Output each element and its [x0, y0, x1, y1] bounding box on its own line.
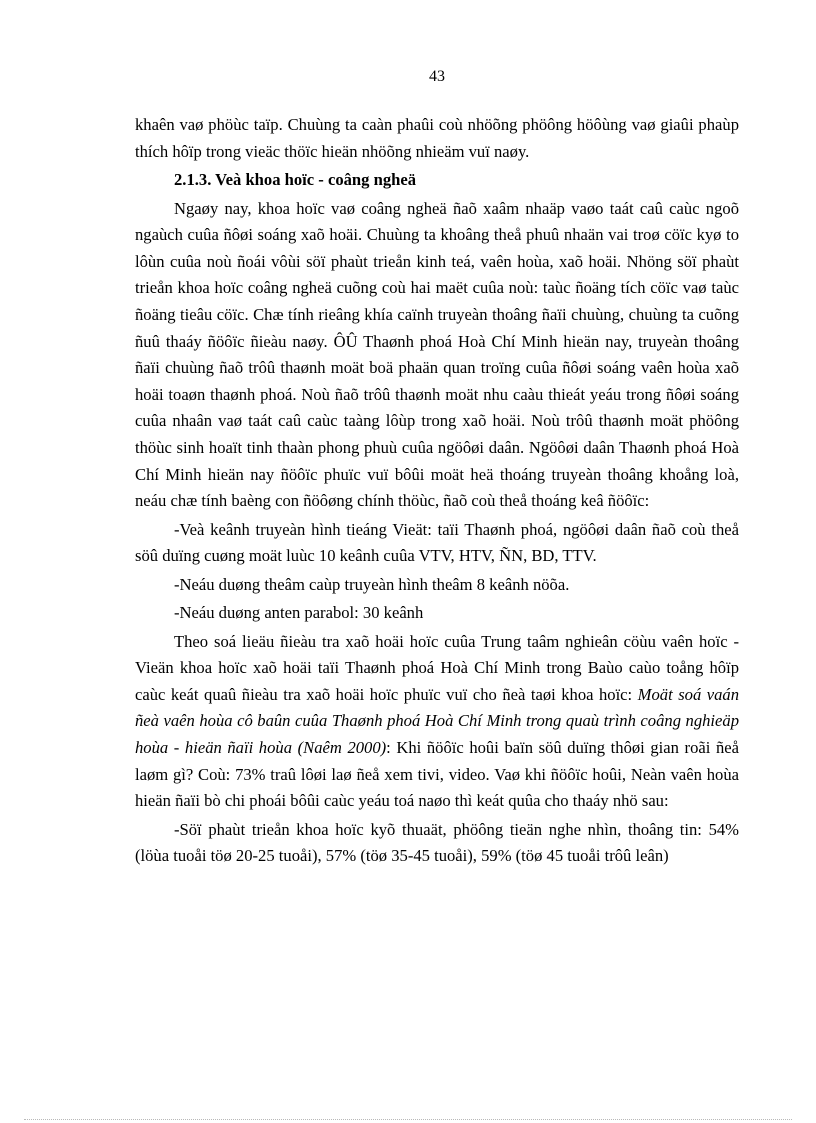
list-item-cable-tv: -Neáu duøng theâm caùp truyeàn hình theâm 8 keânh nöõa.	[174, 574, 570, 594]
survey-text-start: Theo soá lieäu ñieàu tra xaõ hoäi hoïc cuûa Trung taâm nghieân cöùu vaên hoïc -Vieän khoa hoïc xaõ hoäi taïi Thaønh phoá Hoà Chí Minh trong Baùo caùo toång hôïp caùc keát quaû ñieàu tra xaõ hoäi hoïc phuïc vuï cho ñeà taøi khoa hoïc:	[135, 631, 739, 704]
survey-text-end: : Khi ñöôïc hoûi baïn söû duïng thôøi gian roãi ñeå laøm gì? Coù: 73% traû lôøi laø ñeå xem tivi, video. Vaø khi ñöôïc hoûi, Neàn vaên hoùa hieän ñaïi bò chi phoái bôûi caùc yeáu toá naøo thì keát quûa cho thaáy nhö sau:	[135, 738, 739, 811]
list-item-tv-channels: -Veà keânh truyeàn hình tieáng Vieät: taïi Thaønh phoá, ngöôøi daân ñaõ coù theå söû duïng cuøng moät luùc 10 keânh cuûa VTV, HTV, ÑN, BD, TTV.	[135, 519, 739, 566]
paragraph-continuation: khaên vaø phöùc taïp. Chuùng ta caàn phaûi coù nhöõng phöông höôùng vaø giaûi phaùp thích hôïp trong vieäc thöïc hieän nhöõng nhieäm vuï naøy.	[135, 115, 739, 161]
paragraph-survey	[135, 629, 739, 815]
document-body	[135, 112, 739, 872]
section-heading: 2.1.3. Veà khoa hoïc - coâng ngheä	[174, 170, 417, 190]
list-item-survey-result: -Söï phaùt trieån khoa hoïc kyõ thuaät, phöông tieän nghe nhìn, thoâng tin: 54% (löùa tuoåi töø 20-25 tuoåi), 57% (töø 35-45 tuoåi), 59% (töø 45 tuoåi trôû leân)	[135, 819, 739, 866]
paragraph-science-technology: Ngaøy nay, khoa hoïc vaø coâng ngheä ñaõ xaâm nhaäp vaøo taát caû caùc ngoõ ngaùch cuûa ñôøi soáng xaõ hoäi. Chuùng ta khoâng theå phuû nhaän vai troø cöïc kyø to lôùn cuûa noù ñoái vôùi söï phaùt trieån kinh teá, vaên hoùa, xaõ hoäi. Nhöng söï phaùt trieån khoa hoïc coâng ngheä cuõng coù hai maët cuûa noù: taùc ñoäng tích cöïc vaø taùc ñoäng tieâu cöïc. Chæ tính rieâng khía caïnh truyeàn thoâng ñaïi chuùng, chuùng ta cuõng ñuû thaáy ñöôïc ñieàu naøy. ÔÛ Thaønh phoá Hoà Chí Minh hieän nay, truyeàn thoâng ñaïi chuùng ñaõ trôû thaønh moät boä phaän quan troïng cuûa ñôøi soáng vaên hoùa xaõ hoäi toaøn thaønh phoá. Noù ñaõ trôû thaønh moät nhu caàu thieát yeáu trong ñôøi soáng cuûa nhaân vaø taát caû caùc taàng lôùp trong xaõ hoäi. Noù trôû thaønh moät phöông thöùc sinh hoaït tinh thaàn phong phuù cuûa ngöôøi daân. Ngöôøi daân Thaønh phoá Hoà Chí Minh hieän nay ñöôïc phuïc vuï bôûi moät heä thoáng truyeàn thoâng khoång loà, neáu chæ tính baèng con ñöôøng chính thöùc, ñaõ coù theå thoáng keâ ñöôïc:	[135, 198, 739, 511]
page-bottom-rule	[24, 1119, 792, 1120]
survey-title-italic: Moät soá vaán ñeà vaên hoùa cô baûn cuûa Thaønh phoá Hoà Chí Minh trong quaù trình coâng nghieäp hoùa - hieän ñaïi hoùa (Naêm 2000)	[135, 684, 740, 757]
page-number: 43	[429, 68, 445, 85]
list-item-parabol-antenna: -Neáu duøng anten parabol: 30 keânh	[174, 603, 424, 623]
